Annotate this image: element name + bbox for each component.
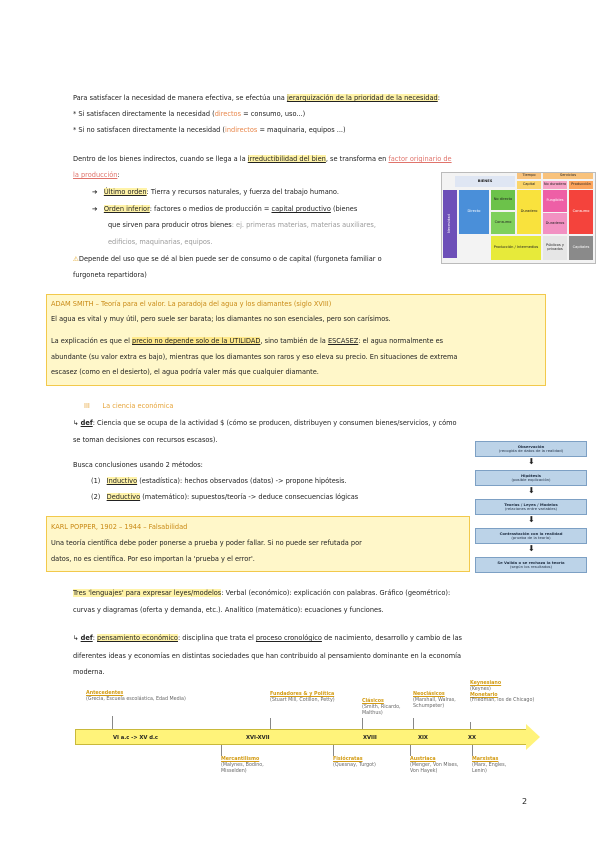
flow-step — [475, 441, 587, 457]
text: = consumo, uso...) — [241, 110, 306, 118]
item-text: : factores o medios de producción = — [149, 205, 272, 213]
table-cell: Fungibles — [543, 190, 567, 212]
table-cell: Producción / Intermedios — [491, 236, 541, 260]
flow-step — [475, 470, 587, 486]
item-text: que sirven para producir otros bienes — [108, 221, 232, 229]
bienes-table — [441, 172, 596, 264]
highlight: ESCASEZ — [327, 337, 359, 345]
timeline-label — [472, 757, 522, 774]
item-ultimo-orden — [92, 188, 437, 198]
indirect-line-1 — [73, 155, 543, 165]
label-sub: (Smith, Ricardo, Malthus) — [362, 704, 401, 716]
intro-line-3 — [73, 126, 533, 136]
text: de nacimiento, desarrollo y cambio de las — [321, 634, 462, 642]
def-word: def — [80, 634, 93, 642]
text: : Ciencia que se ocupa de la actividad $ (cómo se producen, distribuyen y consumen bienes/servicios, y cómo — [92, 419, 457, 427]
popper-line-1: Una teoría científica debe poder ponerse a prueba y poder fallar. Si no puede ser refutada por — [51, 539, 362, 547]
label-title: Clásicos — [362, 699, 384, 704]
item-orden-inferior-cont — [108, 221, 438, 231]
label-sub: (Malynes, Bodino, Misselden) — [221, 762, 264, 774]
text: * Si satisfacen directamente la necesidad ( — [73, 110, 215, 118]
smith-box — [46, 294, 546, 386]
smith-line-4: escasez (como en el desierto), el agua podría valer más que cualquier diamante. — [51, 368, 319, 376]
table-cell: Capitales — [569, 236, 593, 260]
section-number: III — [84, 402, 90, 410]
highlight: proceso cronológico — [255, 634, 322, 642]
timeline-label — [86, 691, 196, 703]
text: : — [92, 634, 98, 642]
arrow-down-icon: ⬇ — [528, 457, 535, 466]
text: Dentro de los bienes indirectos, cuando se llega a la — [73, 155, 248, 163]
flow-step — [475, 557, 587, 573]
timeline-era: VI a.c -> XV d.c — [113, 735, 158, 741]
table-cell: No directo — [491, 190, 515, 210]
text: : — [437, 94, 440, 102]
timeline-tick — [333, 745, 334, 756]
warning-line — [73, 255, 443, 265]
example-text: : ej. primeras materias, materias auxiliares, — [231, 221, 376, 229]
arrow-down-icon: ⬇ — [528, 515, 535, 524]
timeline-tick — [470, 722, 471, 729]
highlight: directos — [214, 110, 242, 118]
timeline-tick — [410, 745, 411, 756]
timeline-label — [362, 699, 417, 716]
table-cell: Duradero — [517, 190, 541, 234]
flow-title: Se Valida o se rechaza la teoría — [497, 559, 565, 565]
popper-box — [46, 516, 470, 572]
text: Para satisfacer la necesidad de manera efectiva, se efectúa una — [73, 94, 287, 102]
item-orden-inferior-examples: edificios, maquinarias, equipos. — [108, 238, 213, 246]
lenguajes-line-1 — [73, 589, 543, 599]
table-cell: Consumo — [491, 212, 515, 234]
text: : disciplina que trata el — [177, 634, 256, 642]
timeline-tick — [472, 745, 473, 756]
text: * Si no satisfacen directamente la necesidad ( — [73, 126, 225, 134]
table-cell: Producción — [569, 181, 593, 189]
def-mark: ↳ — [73, 634, 81, 642]
method-label: Deductivo — [106, 493, 141, 501]
popper-title: KARL POPPER, 1902 – 1944 – Falsabilidad — [51, 523, 188, 531]
label-title: Monetario — [470, 692, 498, 698]
label-title: Fundadores & y Política — [270, 692, 335, 697]
flow-sub: (posible explicación) — [511, 477, 551, 482]
timeline-label — [333, 757, 398, 769]
label-sub: (Grecia, Escuela escolástica, Edad Media) — [86, 696, 186, 702]
method-text: (estadística): hechos observados (datos) -> propone hipótesis. — [137, 477, 347, 485]
timeline-label — [410, 757, 464, 774]
table-header-tiempo: Tiempo — [517, 173, 541, 179]
highlight: irreductibilidad del bien — [247, 155, 326, 163]
label-sub: (Stuart Mill, Cotillon, Petty) — [270, 697, 335, 703]
table-cell: No duradero — [543, 181, 567, 189]
flow-sub: (relaciones entre variables) — [504, 506, 558, 511]
list-number: (1) — [91, 477, 101, 485]
text: , sino también de la — [260, 337, 328, 345]
text: : Verbal (económico): explicación con palabras. Gráfico (geométrico): — [221, 589, 451, 597]
intro-line-2 — [73, 110, 533, 120]
label-title: Neoclásicos — [413, 692, 445, 697]
table-cell: Públicos y privados — [543, 236, 567, 260]
label-title: Marxistas — [472, 757, 499, 762]
highlight: precio no depende solo de la UTILIDAD — [132, 337, 261, 345]
label-sub: (Quesnay, Turgot) — [333, 762, 376, 768]
timeline-era: XVI-XVII — [246, 735, 270, 741]
arrow-right-icon: ➔ — [92, 205, 98, 213]
highlight: capital productivo — [271, 205, 331, 213]
ciencia-def-2: se toman decisiones con recursos escasos). — [73, 436, 218, 444]
method-text: (matemático): supuestos/teoría -> deduce consecuencias lógicas — [140, 493, 359, 501]
def-mark: ↳ — [73, 419, 81, 427]
highlight: jerarquización de la prioridad de la necesidad — [286, 94, 438, 102]
timeline-tick — [362, 718, 363, 729]
label-sub: (Friedman, los de Chicago) — [470, 698, 535, 704]
smith-title: ADAM SMITH – Teoría para el valor. La paradoja del agua y los diamantes (siglo XVIII) — [51, 300, 332, 308]
text: = maquinaria, equipos ...) — [257, 126, 346, 134]
smith-line-1: El agua es vital y muy útil, pero suele ser barata; los diamantes no son esenciales, pero son carísimos. — [51, 315, 391, 323]
flow-title: Contrastación con la realidad — [499, 530, 563, 536]
table-header: BIENES — [455, 176, 515, 187]
table-cell: Consumo — [569, 190, 593, 234]
label-sub: (Marshall, Walras, Schumpeter) — [413, 697, 456, 709]
text: La explicación es que el — [51, 337, 133, 345]
smith-line-3: abundante (su valor extra es bajo), mientras que los diamantes son raros y eso eleva su precio. En situaciones de extrema — [51, 353, 458, 361]
section-heading — [84, 402, 173, 412]
highlight: la producción — [73, 171, 118, 179]
flow-step — [475, 499, 587, 515]
warning-text: Depende del uso que se dé al bien puede ser de consumo o de capital (furgoneta familiar o — [78, 255, 382, 263]
text: : — [117, 171, 120, 179]
item-label: Último orden — [103, 188, 147, 196]
def-word: def — [80, 419, 93, 427]
label-sub: (Menger, Von Mises, Von Hayek) — [410, 762, 459, 774]
item-label: Orden inferior — [103, 205, 150, 213]
page-number: 2 — [522, 797, 528, 806]
label-sub: (Marx, Engles, Lenin) — [472, 762, 507, 774]
method-label: Inductivo — [106, 477, 138, 485]
intro-line-1 — [73, 94, 533, 104]
label-title: Austriaca — [410, 757, 436, 762]
timeline-era: XVIII — [363, 735, 377, 741]
flow-sub: (según los resultados) — [509, 564, 553, 569]
popper-line-2: datos, no es científica. Por eso importan la 'prueba y el error'. — [51, 555, 255, 563]
item-orden-inferior — [92, 205, 437, 215]
timeline-era: XIX — [418, 735, 428, 741]
item-text: (bienes — [330, 205, 358, 213]
timeline-tick — [221, 745, 222, 756]
arrow-down-icon: ⬇ — [528, 544, 535, 553]
highlight: factor originario de — [388, 155, 452, 163]
arrow-right-icon: ➔ — [92, 188, 98, 196]
timeline-arrow-head — [526, 724, 540, 750]
table-cell: Duraderos — [543, 213, 567, 234]
item-text: : Tierra y recursos naturales, y fuerza del trabajo humano. — [146, 188, 339, 196]
label-title: Antecedentes — [86, 691, 124, 696]
list-number: (2) — [91, 493, 101, 501]
label-title: Fisiócratas — [333, 757, 363, 762]
metodo-1 — [91, 477, 471, 487]
metodo-2 — [91, 493, 471, 503]
timeline-era: XX — [468, 735, 476, 741]
flow-step — [475, 528, 587, 544]
timeline-tick — [413, 718, 414, 729]
table-cell: Directo — [459, 190, 489, 234]
label-title: Keynesiano — [470, 681, 502, 686]
label-sub: (Keynes) — [470, 686, 491, 692]
arrow-down-icon: ⬇ — [528, 486, 535, 495]
metodos-intro: Busca conclusiones usando 2 métodos: — [73, 461, 203, 469]
pensamiento-line-2: diferentes ideas y economías en distintas sociedades que han contribuido al pensamiento dominante en la economía — [73, 652, 461, 660]
text: , se transforma en — [325, 155, 389, 163]
table-header-servicios: Servicios — [543, 173, 593, 179]
text: : el agua normalmente es — [358, 337, 444, 345]
table-row-label: Necesidad — [443, 190, 457, 258]
smith-line-2 — [51, 337, 543, 347]
timeline-tick — [270, 718, 271, 729]
timeline-label — [470, 681, 536, 704]
highlight: indirectos — [225, 126, 258, 134]
timeline-tick — [112, 716, 113, 729]
timeline-label — [413, 692, 459, 709]
flow-title: Teorías / Leyes / Modelos — [504, 501, 558, 507]
section-title: La ciencia económica — [102, 402, 174, 410]
table-cell: Capital — [517, 181, 541, 189]
label-title: Mercantilismo — [221, 757, 260, 762]
pensamiento-line-3: moderna. — [73, 668, 105, 676]
highlight: pensamiento económico — [97, 634, 178, 642]
lenguajes-line-2: curvas y diagramas (oferta y demanda, etc.). Analítico (matemático): ecuaciones y funciones. — [73, 606, 384, 614]
flow-title: Observación — [517, 443, 545, 449]
highlight: Tres 'lenguajes' para expresar leyes/modelos — [73, 589, 222, 597]
timeline-label — [270, 692, 350, 704]
pensamiento-def — [73, 634, 548, 644]
flow-title: Hipótesis — [520, 472, 542, 478]
flow-sub: (recogida de datos de la realidad) — [498, 448, 564, 453]
warning-icon: ⚠ — [73, 255, 79, 263]
warning-line-2: furgoneta repartidora) — [73, 271, 147, 279]
ciencia-def — [73, 419, 543, 429]
timeline-label — [221, 757, 283, 774]
flow-sub: (prueba de la teoría) — [511, 535, 551, 540]
